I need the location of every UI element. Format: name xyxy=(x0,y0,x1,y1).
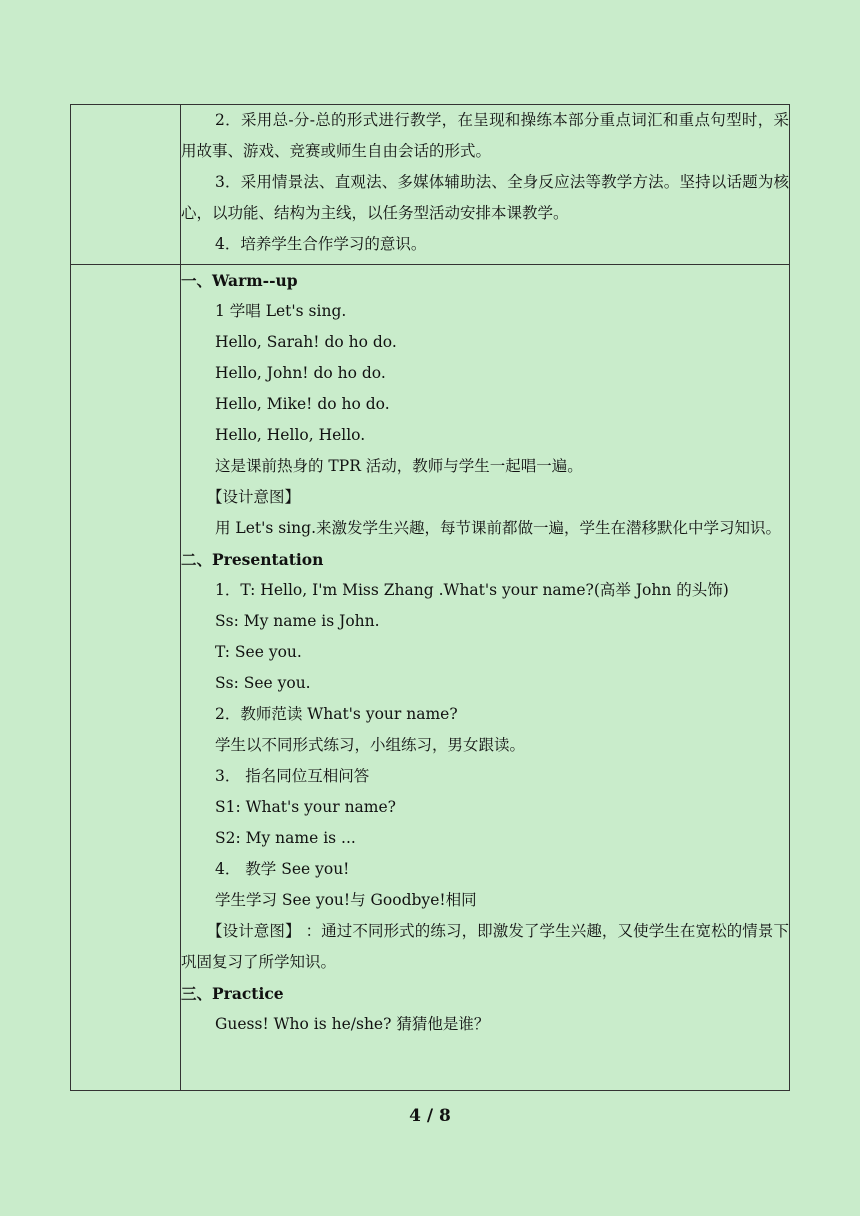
design-intent-label: 【设计意图】 xyxy=(207,488,301,506)
warmup-line: Hello, Sarah! do ho do. xyxy=(215,333,397,351)
presentation-intent: 【设计意图】 ：通过不同形式的练习，即激发了学生兴趣，又使学生在宽松的情景下巩固复习了所学知识。 xyxy=(181,922,789,971)
warmup-line: Hello, John! do ho do. xyxy=(215,364,386,382)
warmup-heading: 一、Warm--up xyxy=(181,271,298,290)
presentation-line: 学生以不同形式练习，小组练习，男女跟读。 xyxy=(215,736,526,754)
page-number: 4 / 8 xyxy=(409,1106,451,1126)
presentation-line: 1．T: Hello, I'm Miss Zhang .What's your name?(高举 John 的头饰) xyxy=(215,581,729,599)
row-label-cell xyxy=(71,105,181,265)
methods-row xyxy=(71,105,790,265)
process-row xyxy=(71,265,790,1091)
presentation-line: 学生学习 See you!与 Goodbye!相同 xyxy=(215,891,477,909)
practice-line: Guess! Who is he/she? 猜猜他是谁？ xyxy=(215,1015,490,1033)
lesson-plan-table xyxy=(70,104,790,1091)
presentation-line: T: See you. xyxy=(215,643,302,661)
method-paragraph-4: 4．培养学生合作学习的意识。 xyxy=(215,235,427,253)
warmup-line: Hello, Hello, Hello. xyxy=(215,426,366,444)
process-cell xyxy=(181,265,790,1091)
presentation-line: Ss: See you. xyxy=(215,674,311,692)
presentation-line: 4． 教学 See you! xyxy=(215,860,350,878)
warmup-line: 这是课前热身的 TPR 活动，教师与学生一起唱一遍。 xyxy=(215,457,583,475)
presentation-line: 3． 指名同位互相问答 xyxy=(215,767,370,785)
presentation-line: S2: My name is ... xyxy=(215,829,356,847)
practice-heading: 三、Practice xyxy=(181,984,284,1003)
presentation-line: 2．教师范读 What's your name? xyxy=(215,705,458,723)
method-paragraph-2: 2．采用总-分-总的形式进行教学，在呈现和操练本部分重点词汇和重点句型时，采用故事、游戏、竞赛或师生自由会话的形式。 xyxy=(181,111,789,160)
methods-cell xyxy=(181,105,790,265)
warmup-line: 1 学唱 Let's sing. xyxy=(215,302,347,320)
warmup-intent: 用 Let's sing.来激发学生兴趣，每节课前都做一遍，学生在潜移默化中学习知识。 xyxy=(215,519,782,537)
presentation-heading: 二、Presentation xyxy=(181,550,324,569)
method-paragraph-3: 3．采用情景法、直观法、多媒体辅助法、全身反应法等教学方法。坚持以话题为核心，以功能、结构为主线，以任务型活动安排本课教学。 xyxy=(181,173,789,222)
warmup-line: Hello, Mike! do ho do. xyxy=(215,395,390,413)
row-label-cell xyxy=(71,265,181,1091)
presentation-line: S1: What's your name? xyxy=(215,798,396,816)
presentation-line: Ss: My name is John. xyxy=(215,612,380,630)
